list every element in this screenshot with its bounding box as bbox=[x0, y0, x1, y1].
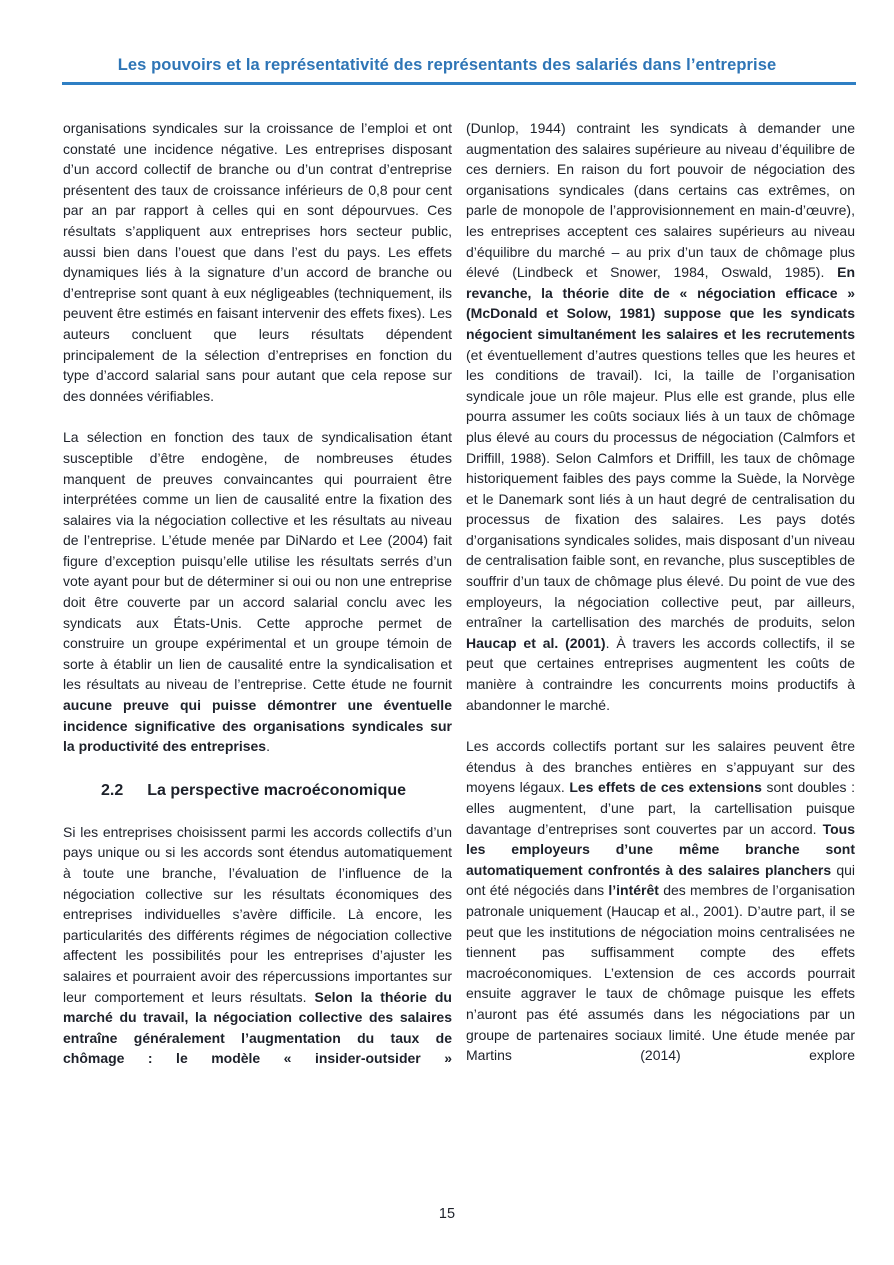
page-footer bbox=[0, 1206, 894, 1222]
paragraph bbox=[466, 736, 855, 1066]
right-column bbox=[466, 118, 855, 1090]
paragraph bbox=[63, 118, 452, 406]
bold-text-run: Haucap et al. (2001) bbox=[466, 634, 606, 651]
paragraph bbox=[63, 822, 452, 1069]
text-run: des membres de l’organisation patronale uniquement (Haucap et al., 2001). D’autre part, il se peut que les institutions de négociation moins centralisées ne tiennent pas suffisamment compte des effets macroéconomiques. L’extension de ces accords pourrait ensuite aggraver le taux de chômage puisque les effets n’auront pas été assumés dans les négociations par un groupe de partenaires sociaux limité. Une étude menée par Martins (2014) explore bbox=[466, 882, 855, 1064]
bold-text-run: Les effets de ces extensions bbox=[569, 779, 762, 796]
bold-text-run: En revanche, la théorie dite de « négociation efficace » (McDonald et Solow, 1981) suppose que les syndicats négocient simultanément les salaires et les recrutements bbox=[466, 264, 855, 342]
section-heading bbox=[63, 782, 452, 800]
bold-text-run: Selon la théorie du marché du travail, la négociation collective des salaires entraîne généralement l’augmentation du taux de chômage : le modèle « insider-outsider » bbox=[63, 988, 452, 1067]
text-run: (et éventuellement d’autres questions telles que les heures et les conditions de travail). Ici, la taille de l’organisation syndicale joue un rôle majeur. Plus elle est grande, plus elle pourra assumer les coûts sociaux liés à un taux de chômage plus élevé au cours du processus de négociation (Calmfors et Driffill, 1988). Selon Calmfors et Driffill, les taux de chômage historiquement faibles des pays comme la Suède, la Norvège et le Danemark sont liés à un haut degré de centralisation du processus de fixation des salaires. Les pays dotés d’organisations syndicales solides, mais disposant d’un niveau de centralisation faible sont, en revanche, plus susceptibles de souffrir d’un taux de chômage plus élevé. Du point de vue des employeurs, la négociation collective peut, par ailleurs, entraîner la cartellisation des marchés de produits, selon bbox=[466, 346, 855, 631]
text-run: Les accords collectifs portant sur les salaires peuvent être étendus à des branches entières en s’appuyant sur des moyens légaux. bbox=[466, 738, 855, 796]
section-number: 2.2 bbox=[101, 781, 124, 799]
text-run: . À travers les accords collectifs, il se peut que certaines entreprises augmentent les coûts de manière à contraindre les concurrents moins productifs à abandonner le marché. bbox=[466, 634, 855, 713]
page-number: 15 bbox=[438, 1206, 456, 1222]
text-run: (Dunlop, 1944) contraint les syndicats à demander une augmentation des salaires supérieure au niveau d’équilibre de ces derniers. En raison du fort pouvoir de négociation des organisations syndicales (dans certains cas extrêmes, on parle de monopole de l’approvisionnement en main-d’œuvre), les entreprises acceptent ces salaires supérieurs au niveau d’équilibre du marché – au prix d’un taux de chômage plus élevé (Lindbeck et Snower, 1984, Oswald, 1985). bbox=[466, 120, 855, 281]
bold-text-run: aucune preuve qui puisse démontrer une éventuelle incidence significative des organisations syndicales sur la productivité des entreprises bbox=[63, 697, 452, 755]
left-column bbox=[63, 118, 452, 1090]
text-run: Si les entreprises choisissent parmi les accords collectifs d’un pays unique ou si les accords sont étendus automatiquement à toute une branche, l’évaluation de l’influence de la négociation collective sur les résultats économiques des entreprises individuelles s’avère difficile. Là encore, les particularités des différents régimes de négociation collective affectent les possibilités pour les entreprises d’ajuster les salaires et pourraient avoir des répercussions importantes sur leur comportement et leurs résultats. bbox=[63, 823, 452, 1005]
bold-text-run: Tous les employeurs d’une même branche sont automatiquement confrontés à des salaires planchers bbox=[466, 820, 855, 878]
running-header-title: Les pouvoirs et la représentativité des représentants des salariés dans l’entreprise bbox=[117, 56, 777, 74]
section-title: La perspective macroéconomique bbox=[147, 781, 407, 799]
header-rule bbox=[62, 82, 856, 85]
text-run: La sélection en fonction des taux de syndicalisation étant susceptible d’être endogène, de nombreuses études manquent de preuves convaincantes qui pourraient être interprétées comme un lien de causalité entre la fixation des salaires via la négociation collective et les résultats au niveau de l’entreprise. L’étude menée par DiNardo et Lee (2004) fait figure d’exception puisqu’elle utilise les résultats serrés d’un vote ayant pour but de déterminer si oui ou non une entreprise doit être couverte par un accord salarial conclu avec les syndicats aux États-Unis. Cette approche permet de construire un groupe expérimental et un groupe témoin de sorte à établir un lien de causalité entre la syndicalisation et les résultats au niveau de l’entreprise. Cette étude ne fournit bbox=[63, 429, 452, 693]
two-column-body bbox=[63, 118, 855, 1090]
text-run: sont doubles : elles augmentent, d’une part, la cartellisation puisque davantage d’entreprises sont couvertes par un accord. bbox=[466, 779, 855, 837]
paragraph bbox=[466, 118, 855, 715]
text-run: organisations syndicales sur la croissance de l’emploi et ont constaté une incidence négative. Les entreprises disposant d’un accord collectif de branche ou d’un contrat d’entreprise présentent des taux de croissance inférieurs de 0,8 pour cent par an par rapport à celles qui en sont dépourvues. Ces résultats s’appliquent aux entreprises hors secteur public, aussi bien dans l’ouest que dans l’est du pays. Les effets dynamiques liés à la signature d’un accord de branche ou d’entreprise sont quant à eux négligeables (techniquement, ils peuvent être estimés en faisant intervenir des effets fixes). Les auteurs concluent que leurs résultats dépendent principalement de la sélection d’entreprises en fonction du type d’accord salarial sans pour autant que cela repose sur des données vérifiables. bbox=[63, 120, 452, 404]
bold-text-run: l’intérêt bbox=[608, 882, 659, 899]
text-run: . bbox=[266, 738, 270, 755]
text-run: qui ont été négociés dans bbox=[466, 861, 856, 899]
page-header bbox=[0, 0, 894, 85]
paragraph bbox=[63, 427, 452, 757]
